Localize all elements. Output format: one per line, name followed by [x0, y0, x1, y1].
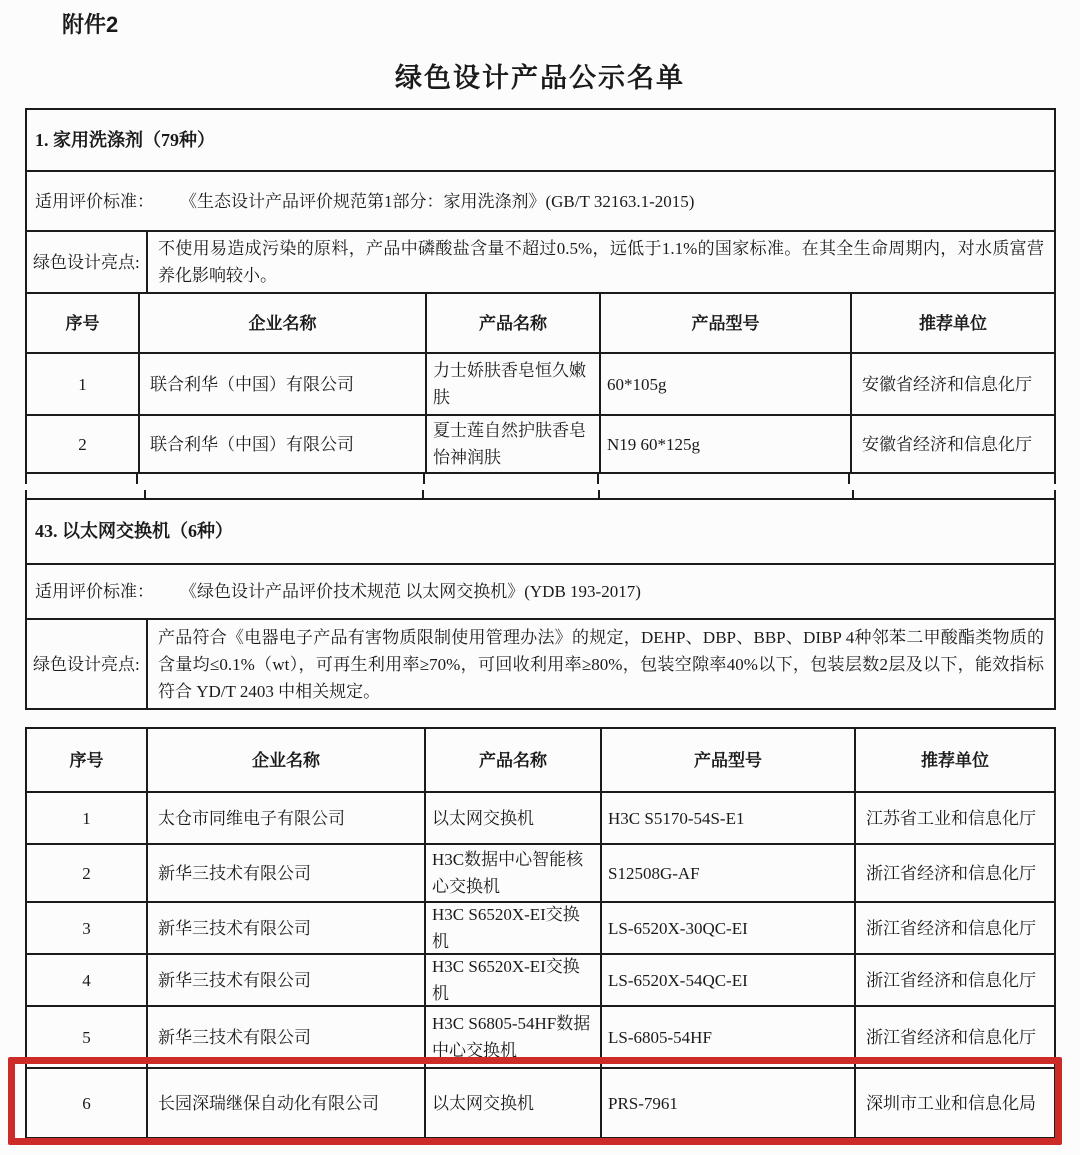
table1-crop-stub	[25, 474, 27, 484]
cell-recommender: 江苏省工业和信息化厅	[854, 793, 1054, 843]
section1-table	[25, 108, 1056, 474]
highlight-value	[146, 620, 1054, 708]
table-row	[27, 901, 1054, 953]
cell-recommender: 浙江省经济和信息化厅	[854, 845, 1054, 901]
col-header-recommender: 推荐单位	[850, 294, 1054, 352]
table-row	[27, 1005, 1054, 1067]
cell-product: H3C数据中心智能核心交换机	[424, 845, 600, 901]
section43-crop-stub	[598, 490, 600, 498]
section43-crop-stub	[852, 490, 854, 498]
cell-recommender: 安徽省经济和信息化厅	[850, 416, 1054, 472]
col-header-company: 企业名称	[146, 729, 424, 791]
table-row	[27, 953, 1054, 1005]
table1-crop-stub	[597, 474, 599, 484]
section1-heading-row	[27, 110, 1054, 170]
section1-heading: 1. 家用洗涤剂（79种）	[35, 129, 215, 150]
col-header-seq: 序号	[65, 313, 100, 333]
attachment-label: 附件2	[62, 12, 119, 37]
cell-model: 60*105g	[599, 354, 850, 414]
standard-label: 适用评价标准：	[35, 582, 154, 601]
page-title: 绿色设计产品公示名单	[395, 63, 685, 93]
table-row	[27, 843, 1054, 901]
table1-crop-stub	[423, 474, 425, 484]
cell-model: S12508G-AF	[600, 845, 854, 901]
cell-seq: 1	[82, 808, 91, 828]
section43-crop-stub	[422, 490, 424, 498]
col-header-product: 产品名称	[424, 729, 600, 791]
table2-header-row	[27, 729, 1054, 791]
section43-crop-stub	[25, 490, 27, 498]
cell-company: 新华三技术有限公司	[146, 1007, 424, 1067]
cell-company: 联合利华（中国）有限公司	[138, 354, 425, 414]
cell-recommender: 浙江省经济和信息化厅	[854, 1007, 1054, 1067]
cell-seq: 2	[78, 434, 87, 454]
cell-product: H3C S6520X-EI交换机	[424, 955, 600, 1005]
table1-header-row	[27, 292, 1054, 352]
section43-crop-stub	[144, 490, 146, 498]
col-header-company: 企业名称	[138, 294, 425, 352]
highlight-text: 不使用易造成污染的原料，产品中磷酸盐含量不超过0.5%，远低于1.1%的国家标准。在其全生命周期内，对水质富营养化影响较小。	[158, 239, 1044, 285]
cell-recommender: 浙江省经济和信息化厅	[854, 955, 1054, 1005]
section43-standard-row	[27, 563, 1054, 618]
cell-recommender: 深圳市工业和信息化局	[854, 1069, 1054, 1137]
cell-model: PRS-7961	[600, 1069, 854, 1137]
cell-seq: 1	[78, 374, 87, 394]
standard-value: 《生态设计产品评价规范第1部分：家用洗涤剂》(GB/T 32163.1-2015)	[180, 191, 695, 211]
standard-value: 《绿色设计产品评价技术规范 以太网交换机》(YDB 193-2017)	[180, 582, 641, 601]
cell-recommender: 安徽省经济和信息化厅	[850, 354, 1054, 414]
col-header-recommender: 推荐单位	[854, 729, 1054, 791]
table-row	[27, 791, 1054, 843]
cell-seq: 5	[82, 1027, 91, 1047]
cell-product: 以太网交换机	[424, 793, 600, 843]
section43-crop-stub	[1054, 490, 1056, 498]
cell-seq: 4	[82, 970, 91, 990]
cell-model: H3C S5170-54S-E1	[600, 793, 854, 843]
cell-model: LS-6520X-30QC-EI	[600, 903, 854, 953]
highlight-value	[146, 232, 1054, 292]
section1-highlight-row	[27, 230, 1054, 292]
cell-seq: 6	[82, 1093, 91, 1113]
section43-products-table	[25, 727, 1056, 1139]
highlight-text: 产品符合《电器电子产品有害物质限制使用管理办法》的规定，DEHP、DBP、BBP、DIBP 4种邻苯二甲酸酯类物质的含量均≤0.1%（wt），可再生利用率≥70%，可回收利用率≥80%，包装空隙率40%以下，包装层数2层及以下，能效指标符合 YD/T 2403 中相关规定。	[158, 627, 1044, 701]
section43-highlight-row	[27, 618, 1054, 708]
col-header-model: 产品型号	[600, 729, 854, 791]
cell-model: LS-6805-54HF	[600, 1007, 854, 1067]
section43-info-table	[25, 498, 1056, 710]
cell-product: H3C S6520X-EI交换机	[424, 903, 600, 953]
highlight-label: 绿色设计亮点:	[33, 654, 140, 674]
cell-product: 以太网交换机	[424, 1069, 600, 1137]
cell-company: 新华三技术有限公司	[146, 845, 424, 901]
section1-standard-row	[27, 170, 1054, 230]
cell-company: 新华三技术有限公司	[146, 903, 424, 953]
table-row	[27, 352, 1054, 414]
col-header-product: 产品名称	[425, 294, 599, 352]
table1-crop-stub	[848, 474, 850, 484]
table1-crop-stub	[1054, 474, 1056, 484]
cell-recommender: 浙江省经济和信息化厅	[854, 903, 1054, 953]
highlight-label: 绿色设计亮点:	[33, 252, 140, 272]
cell-company: 长园深瑞继保自动化有限公司	[146, 1069, 424, 1137]
cell-seq: 3	[82, 918, 91, 938]
section43-heading: 43. 以太网交换机（6种）	[35, 521, 233, 541]
cell-seq: 2	[82, 863, 91, 883]
section43-standard-cell	[27, 565, 1054, 618]
cell-model: LS-6520X-54QC-EI	[600, 955, 854, 1005]
col-header-model: 产品型号	[599, 294, 850, 352]
cell-product: 夏士莲自然护肤香皂怡神润肤	[425, 416, 599, 472]
section1-standard-cell	[27, 172, 1054, 230]
standard-label: 适用评价标准：	[35, 191, 154, 211]
table-row-highlighted	[27, 1067, 1054, 1137]
cell-company: 太仓市同维电子有限公司	[146, 793, 424, 843]
cell-company: 联合利华（中国）有限公司	[138, 416, 425, 472]
cell-company: 新华三技术有限公司	[146, 955, 424, 1005]
section43-heading-row	[27, 500, 1054, 563]
cell-product: 力士娇肤香皂恒久嫩肤	[425, 354, 599, 414]
table-row	[27, 414, 1054, 472]
table1-crop-stub	[136, 474, 138, 484]
cell-model: N19 60*125g	[599, 416, 850, 472]
cell-product: H3C S6805-54HF数据中心交换机	[424, 1007, 600, 1067]
col-header-seq: 序号	[69, 750, 104, 770]
